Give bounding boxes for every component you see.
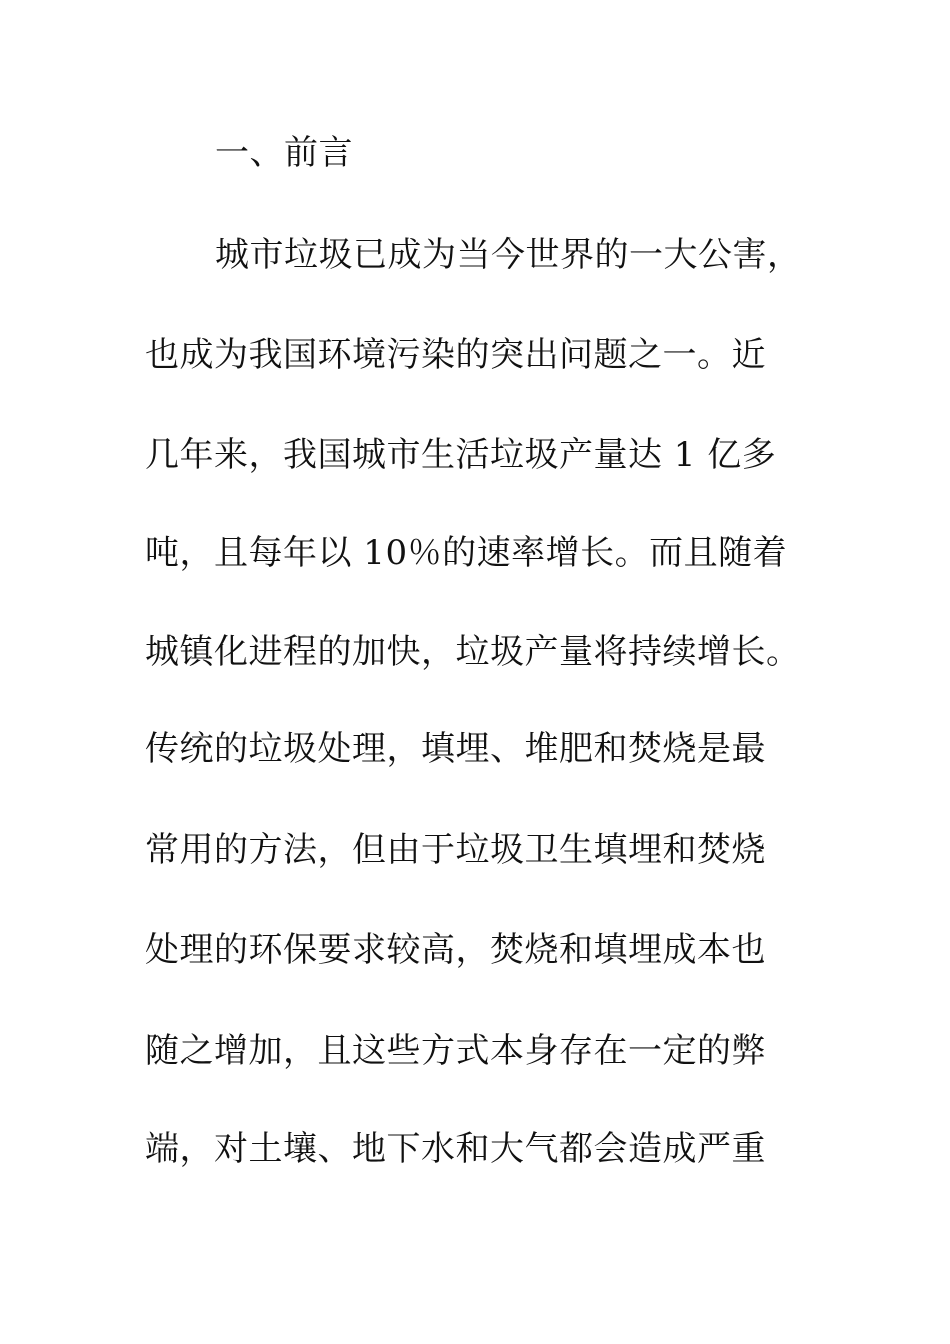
paragraph-line-7: 常用的方法，但由于垃圾卫生填埋和焚烧: [145, 830, 766, 870]
paragraph-line-3: 几年来，我国城市生活垃圾产量达 1 亿多: [145, 435, 777, 475]
paragraph-line-9: 随之增加，且这些方式本身存在一定的弊: [145, 1031, 766, 1071]
paragraph-line-2: 也成为我国环境污染的突出问题之一。近: [145, 335, 766, 375]
paragraph-line-8: 处理的环保要求较高，焚烧和填埋成本也: [145, 930, 766, 970]
paragraph-line-10: 端，对土壤、地下水和大气都会造成严重: [145, 1129, 766, 1169]
paragraph-line-6: 传统的垃圾处理，填埋、堆肥和焚烧是最: [145, 729, 766, 769]
paragraph-line-1: 城市垃圾已成为当今世界的一大公害，: [215, 235, 802, 275]
paragraph-line-4: 吨，且每年以 10％的速率增长。而且随着: [145, 533, 788, 573]
section-heading: 一、前言: [215, 133, 353, 173]
paragraph-line-5: 城镇化进程的加快，垃圾产量将持续增长。: [145, 632, 801, 672]
